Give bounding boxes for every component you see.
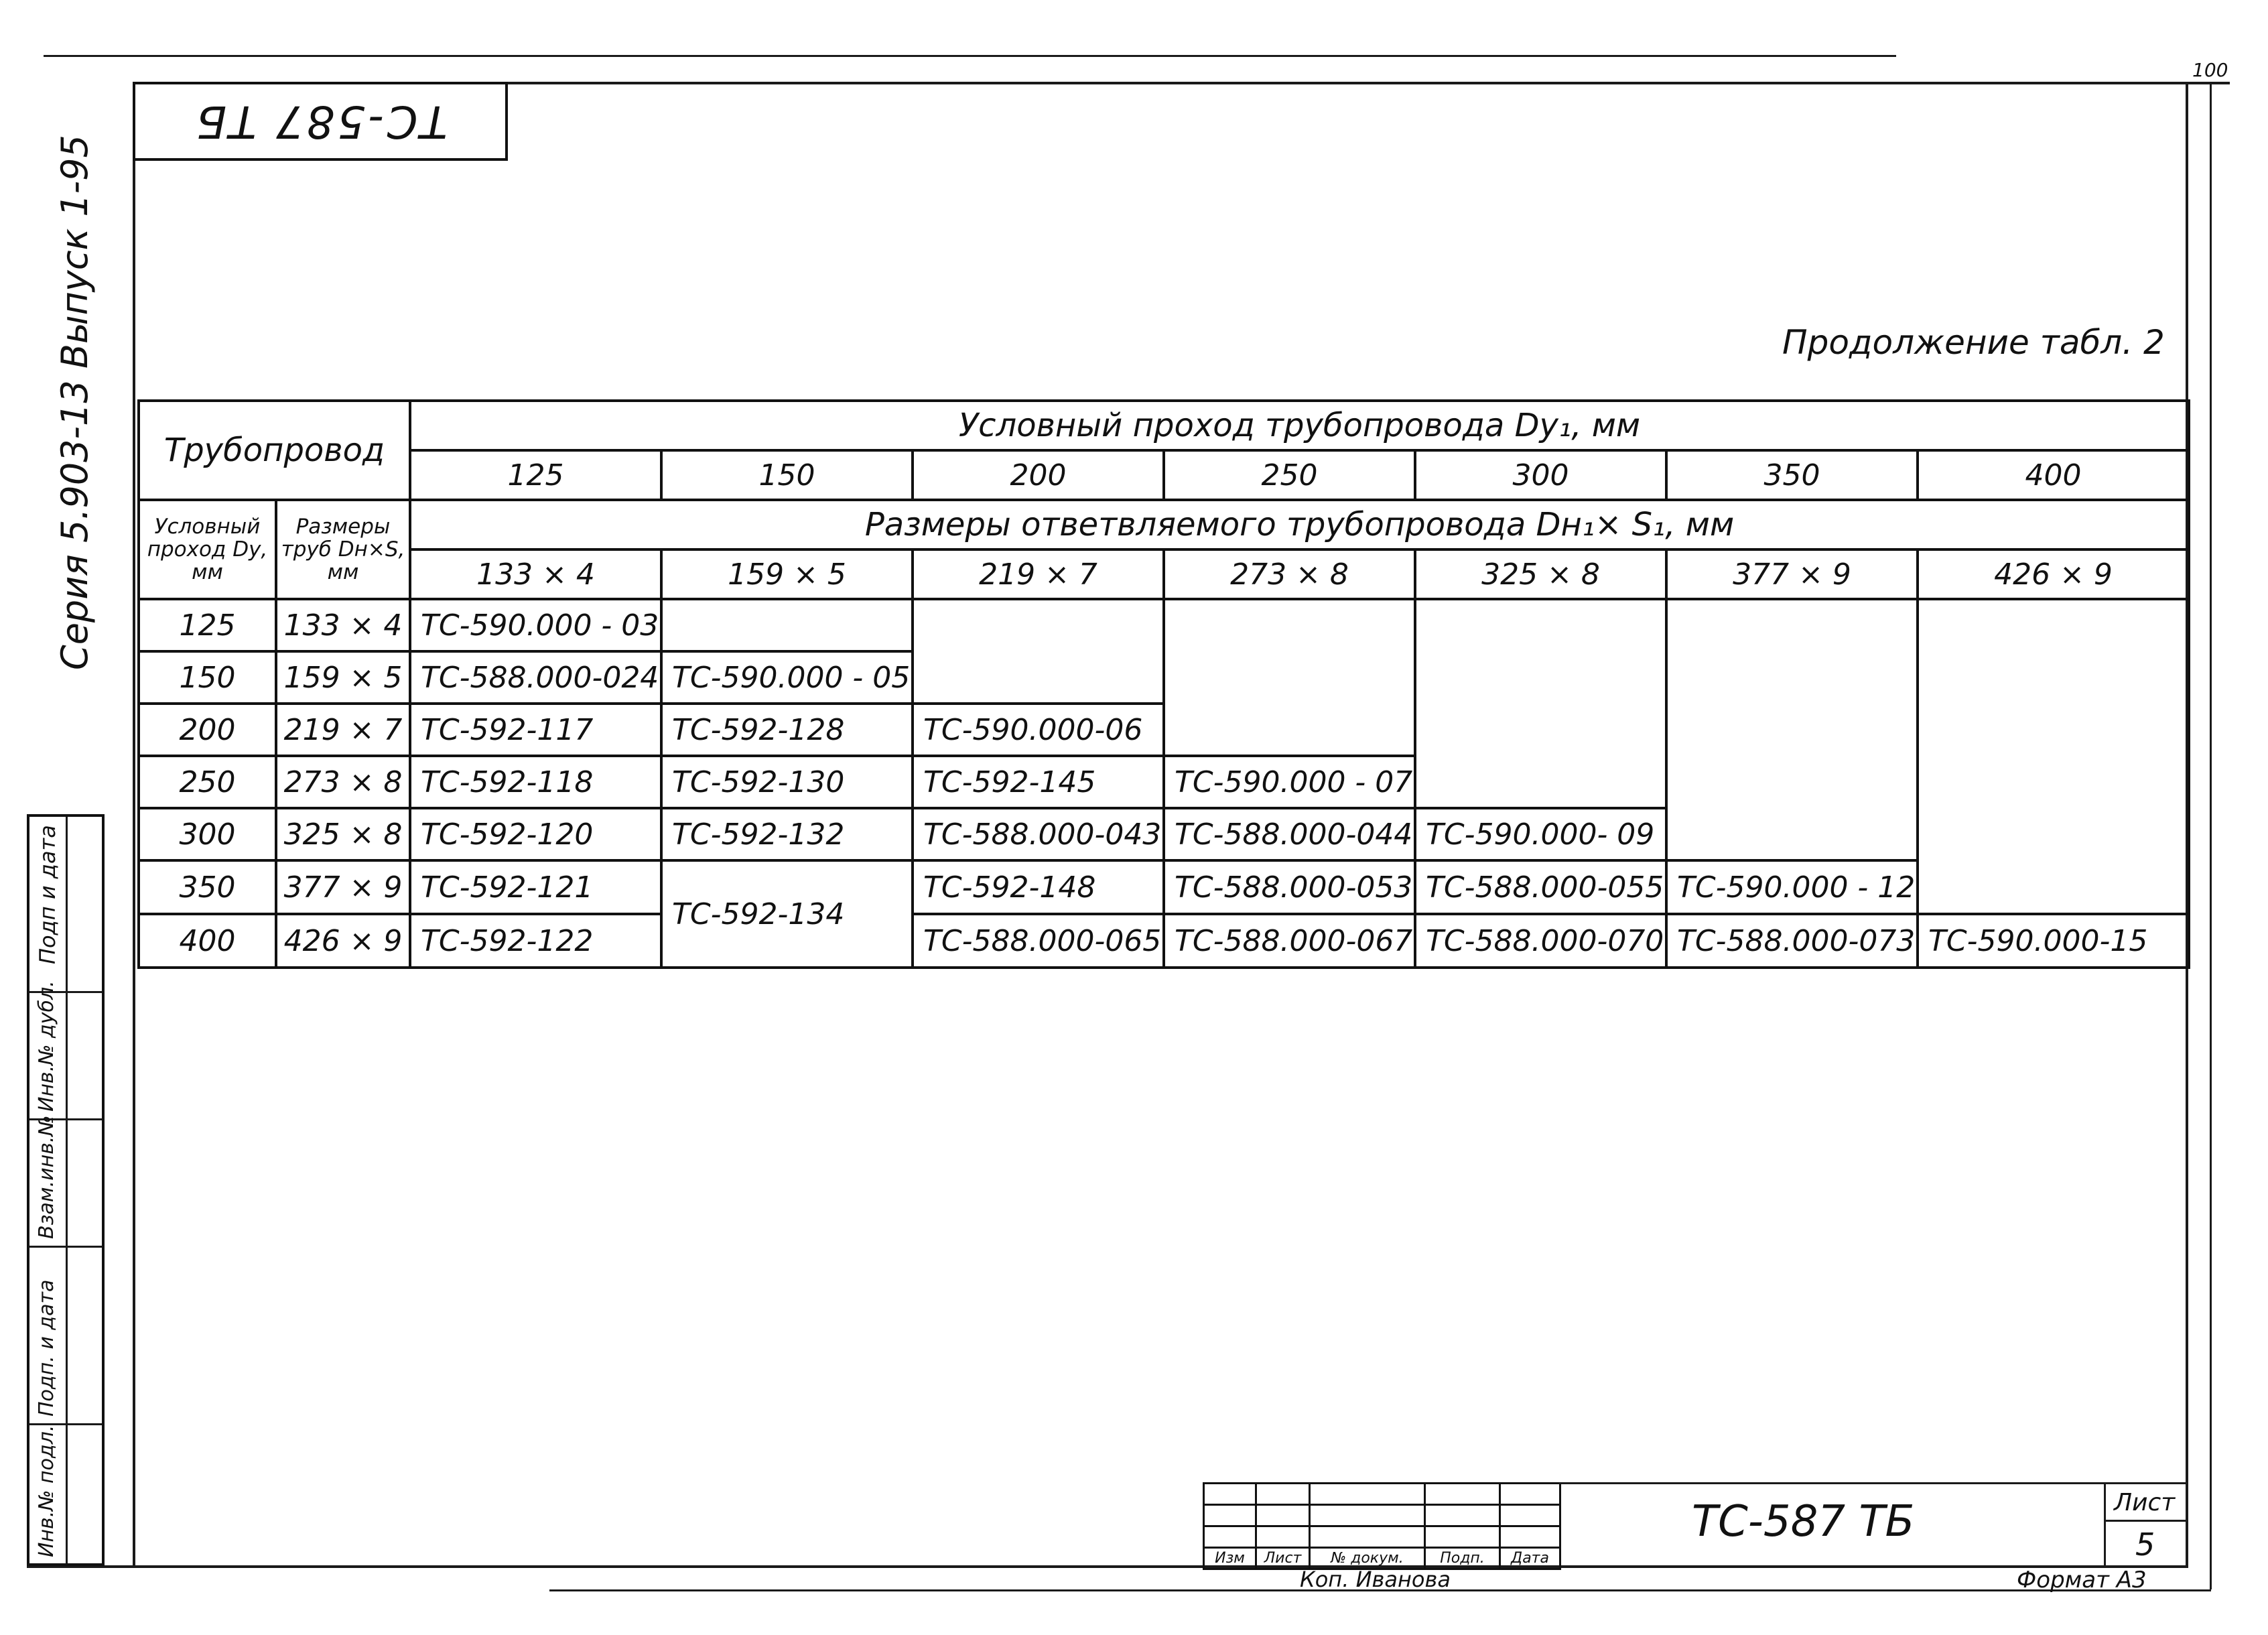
doc-code: ТС-587 ТБ [1692, 1497, 1915, 1547]
table-cell: ТС-588.000-024 [410, 651, 661, 704]
row-dy: 400 [139, 914, 276, 968]
table-cell: ТС-590.000- 09 [1415, 808, 1666, 860]
table-cell: ТС-588.000-073 [1666, 914, 1918, 968]
nominal-bore-value: 200 [913, 450, 1164, 500]
branch-size: 377 × 9 [1666, 549, 1918, 599]
stamp-code: ТС-587 ТБ [193, 95, 448, 147]
row-dy: 150 [139, 651, 276, 704]
row-size: 219 × 7 [276, 704, 410, 756]
table-cell: ТС-592-122 [410, 914, 661, 968]
corner-number: 100 [2192, 59, 2228, 81]
side-stamp-label: Подп и дата [35, 825, 60, 964]
title-block-top-line [1559, 1482, 2188, 1484]
row-size: 273 × 8 [276, 756, 410, 808]
revision-row [1204, 1484, 1560, 1505]
sheet-number: 5 [2135, 1526, 2155, 1563]
empty-cell [913, 599, 1164, 704]
frame-left-line [133, 82, 135, 1566]
nominal-bore-value: 400 [1918, 450, 2189, 500]
size-subheader: Размеры труб Dн×S, мм [276, 500, 410, 599]
title-block [1203, 1482, 2188, 1567]
col-label: Подп. [1425, 1548, 1500, 1569]
table-cell: ТС-588.000-065 [913, 914, 1164, 968]
header-row [139, 401, 2189, 450]
table-cell: ТС-592-117 [410, 704, 661, 756]
row-size: 133 × 4 [276, 599, 410, 651]
nominal-bore-value: 150 [661, 450, 913, 500]
header-row [139, 500, 2189, 549]
side-stamp-label: Инв.№ подл. [35, 1425, 58, 1557]
table-cell: ТС-588.000-043 [913, 808, 1164, 860]
nominal-bore-value: 250 [1164, 450, 1415, 500]
table-cell: ТС-592-120 [410, 808, 661, 860]
table-cell: ТС-590.000-06 [913, 704, 1164, 756]
table-cell: ТС-592-134 [661, 860, 913, 968]
side-series-label: Серия 5.903-13 Выпуск 1-95 [54, 135, 96, 670]
mirrored-code-stamp [133, 82, 508, 161]
branch-header: Размеры ответвляемого трубопровода Dн₁× S₁, мм [410, 500, 2189, 549]
empty-cell [661, 599, 913, 651]
table-cell: ТС-592-132 [661, 808, 913, 860]
nominal-bore-value: 300 [1415, 450, 1666, 500]
branch-size: 325 × 8 [1415, 549, 1666, 599]
side-strip-divider [66, 817, 68, 1563]
branch-size: 159 × 5 [661, 549, 913, 599]
table-cell: ТС-592-121 [410, 860, 661, 914]
table-cell: ТС-592-145 [913, 756, 1164, 808]
empty-cell [1415, 599, 1666, 808]
nominal-bore-value: 350 [1666, 450, 1918, 500]
col-label: № докум. [1310, 1548, 1425, 1569]
row-size: 377 × 9 [276, 860, 410, 914]
table-cell: ТС-590.000 - 03 [410, 599, 661, 651]
pipeline-fittings-table [137, 399, 2190, 969]
revision-row [1204, 1526, 1560, 1548]
col-label: Лист [1256, 1548, 1310, 1569]
revision-grid [1203, 1482, 1561, 1570]
nominal-bore-header: Условный проход трубопровода Dу₁, мм [410, 401, 2189, 450]
side-stamp-label: Подп. и дата [35, 1279, 58, 1417]
branch-size: 219 × 7 [913, 549, 1164, 599]
side-stamp-strip [27, 814, 105, 1566]
table-cell: ТС-588.000-070 [1415, 914, 1666, 968]
copied-by: Коп. Иванова [1300, 1567, 1451, 1592]
row-dy: 300 [139, 808, 276, 860]
row-dy: 200 [139, 704, 276, 756]
table-cell: ТС-588.000-053 [1164, 860, 1415, 914]
table-cell: ТС-590.000-15 [1918, 914, 2189, 968]
side-strip-divider [29, 1246, 102, 1248]
table-cell: ТС-588.000-067 [1164, 914, 1415, 968]
table-cell: ТС-592-130 [661, 756, 913, 808]
side-stamp-label: Инв.№ дубл. [35, 980, 58, 1112]
table-cell: ТС-590.000 - 05 [661, 651, 913, 704]
pipeline-header: Трубопровод [139, 401, 410, 500]
header-row [139, 450, 2189, 500]
table-cell: ТС-592-118 [410, 756, 661, 808]
row-dy: 250 [139, 756, 276, 808]
table-cell: ТС-588.000-044 [1164, 808, 1415, 860]
side-stamp-label: Взам.инв.№ [35, 1115, 58, 1239]
table-cell: ТС-590.000 - 07 [1164, 756, 1415, 808]
dy-subheader: Условный проход Dу, мм [139, 500, 276, 599]
sheet-label: Лист [2114, 1489, 2176, 1516]
row-dy: 350 [139, 860, 276, 914]
empty-cell [1164, 599, 1415, 756]
table-row [139, 599, 2189, 651]
header-row [139, 549, 2189, 599]
branch-size: 426 × 9 [1918, 549, 2189, 599]
row-dy: 125 [139, 599, 276, 651]
row-size: 325 × 8 [276, 808, 410, 860]
revision-row [1204, 1505, 1560, 1526]
table-row [139, 914, 2189, 968]
frame-right-outer-line [2210, 82, 2212, 1589]
title-block-divider [2104, 1482, 2106, 1567]
top-rule-line [44, 55, 1896, 57]
table-row [139, 860, 2189, 914]
branch-size: 133 × 4 [410, 549, 661, 599]
format-label: Формат А3 [2017, 1567, 2147, 1593]
empty-cell [1666, 599, 1918, 860]
branch-size: 273 × 8 [1164, 549, 1415, 599]
table-cell: ТС-588.000-055 [1415, 860, 1666, 914]
nominal-bore-value: 125 [410, 450, 661, 500]
title-block-divider [2104, 1520, 2188, 1522]
table-cell: ТС-592-128 [661, 704, 913, 756]
empty-cell [1918, 599, 2189, 914]
continuation-label: Продолжение табл. 2 [1782, 323, 2165, 362]
col-label: Дата [1500, 1548, 1560, 1569]
revision-header-row [1204, 1548, 1560, 1569]
table-cell: ТС-592-148 [913, 860, 1164, 914]
row-size: 426 × 9 [276, 914, 410, 968]
table-cell: ТС-590.000 - 12 [1666, 860, 1918, 914]
row-size: 159 × 5 [276, 651, 410, 704]
col-label: Изм [1204, 1548, 1256, 1569]
